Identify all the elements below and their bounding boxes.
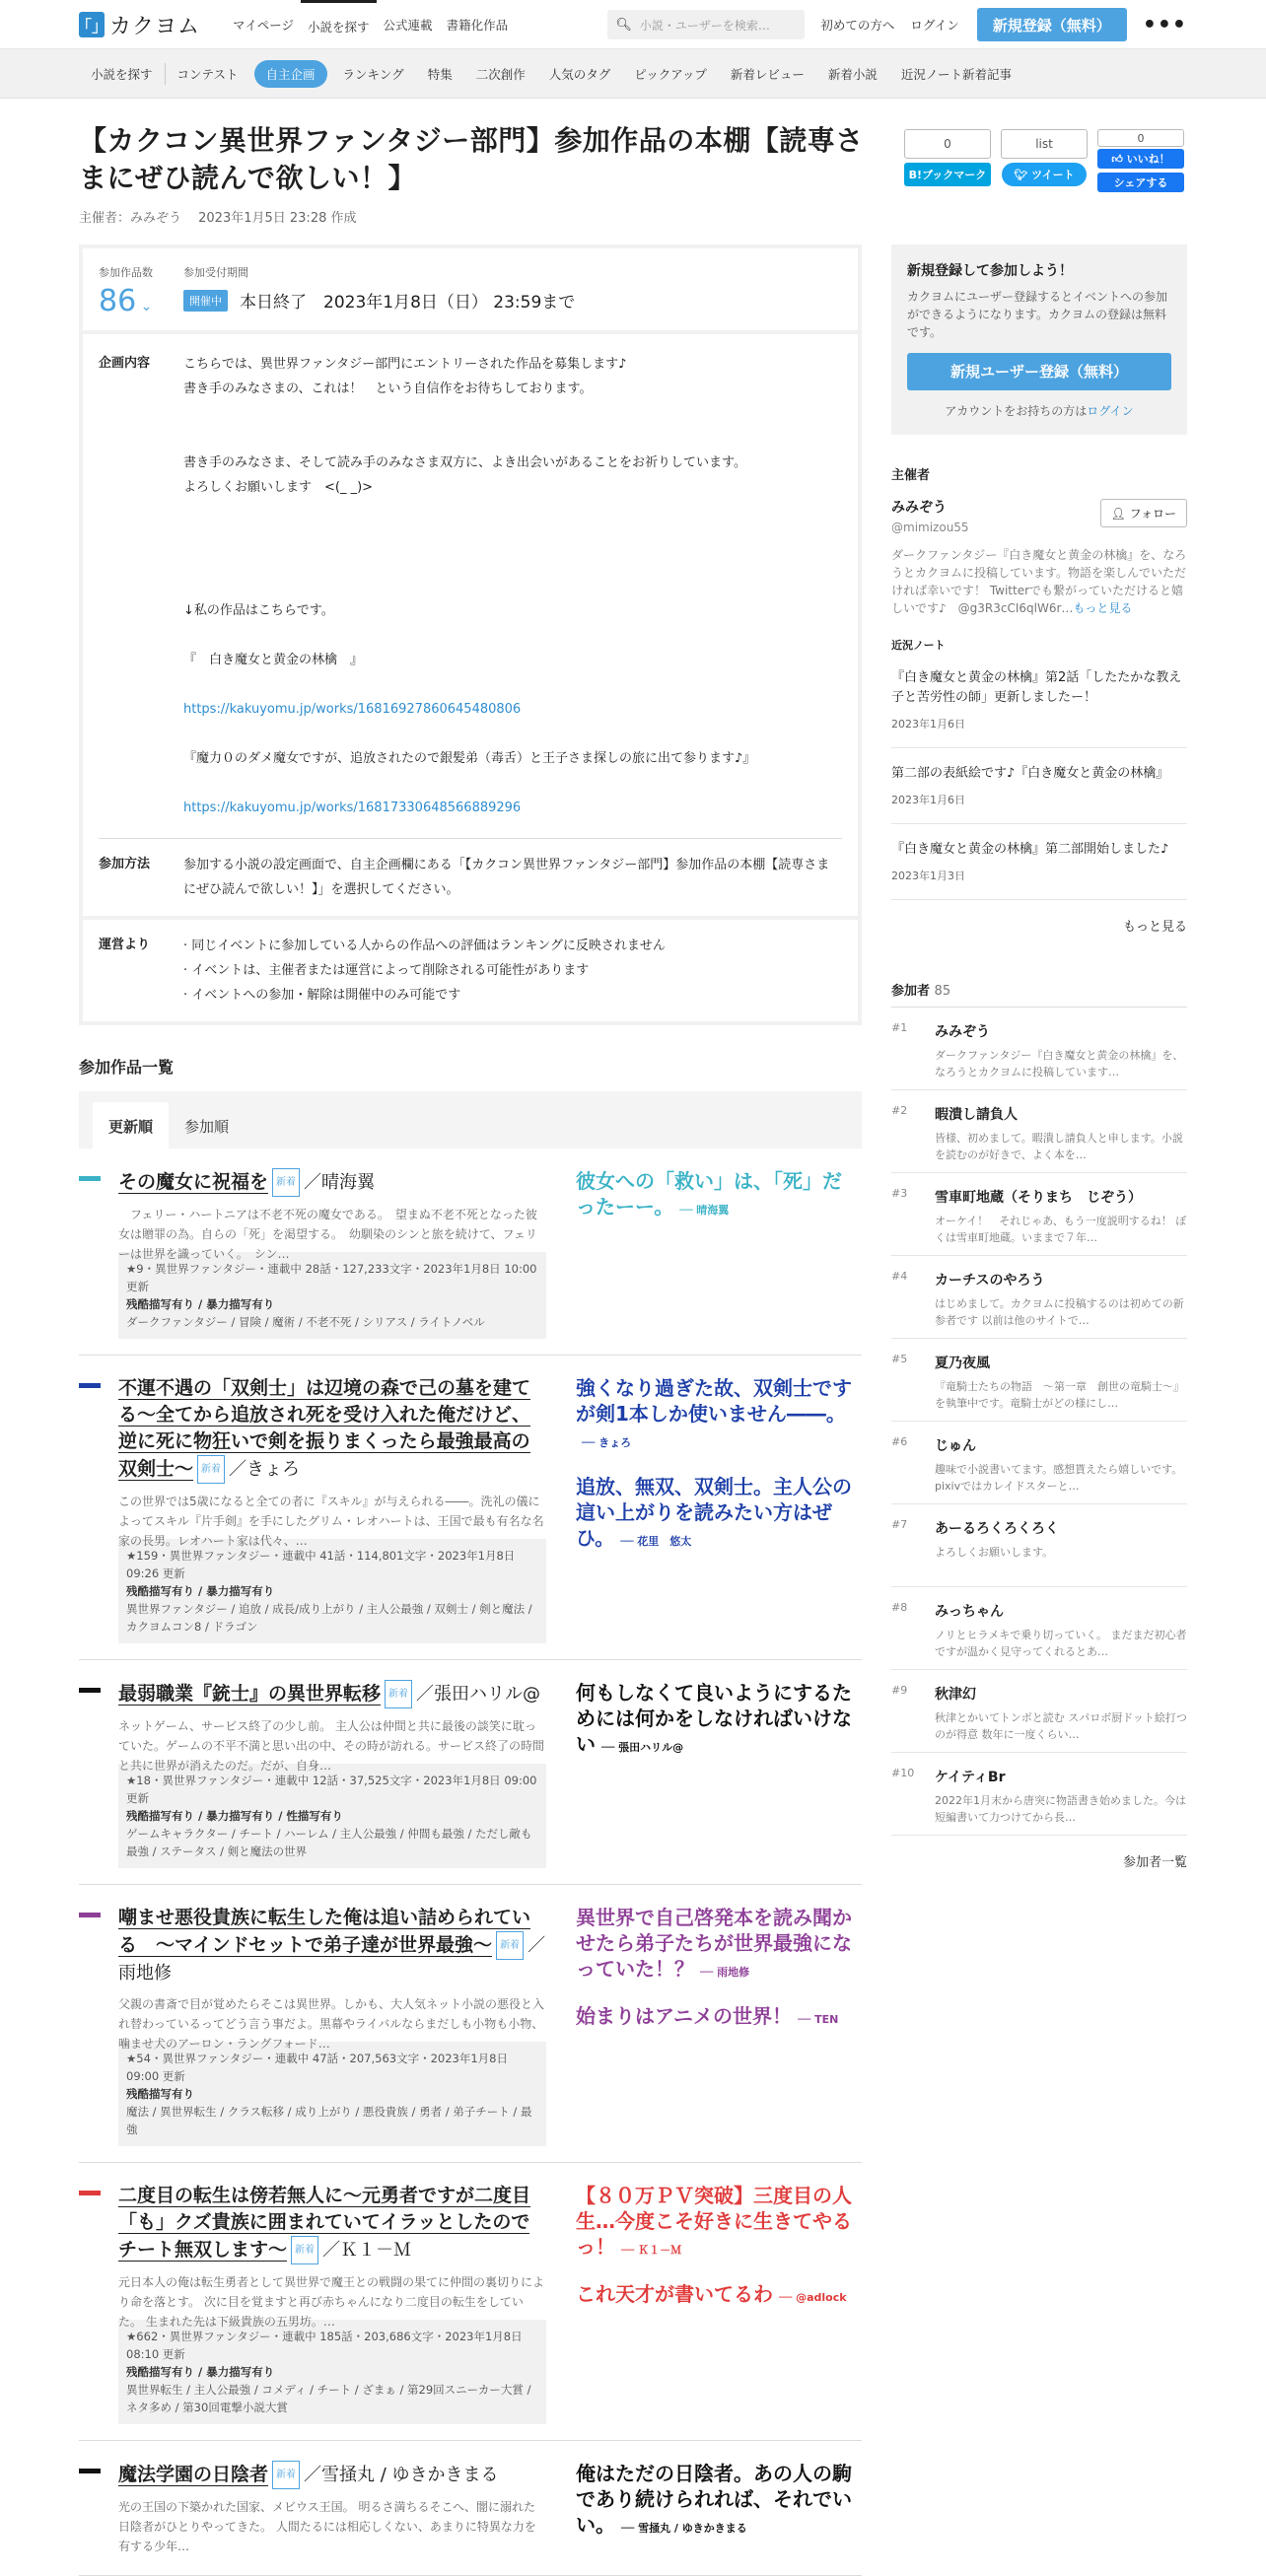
new-badge: 新着 [291, 2236, 318, 2264]
content-line [183, 771, 842, 796]
works-heading: 参加作品一覧 [79, 1058, 175, 1077]
content-line: こちらでは、異世界ファンタジー部門にエントリーされた作品を募集します♪ [183, 357, 627, 372]
member-name[interactable]: 夏乃夜風 [935, 1356, 990, 1371]
subnav-pickup[interactable]: ピックアップ [634, 67, 707, 82]
login-link[interactable]: ログイン [1087, 404, 1134, 418]
member-rank: #8 [891, 1601, 908, 1614]
content-line [183, 549, 842, 574]
author-name[interactable]: ／きょろ [229, 1459, 301, 1480]
search-input[interactable]: 🔍︎ 小説・ユーザーを検索… [607, 10, 805, 39]
notice-item: · イベントは、主催者または運営によって削除される可能性があります [183, 963, 590, 978]
content-line [183, 524, 842, 549]
subnav-features[interactable]: 特集 [427, 67, 453, 82]
member-desc: オーケイ！ それじゃあ、もう一度説明するね！ ぼくは雪車町地蔵。いままで７年… [935, 1215, 1187, 1244]
page-title: 【カクコン異世界ファンタジー部門】参加作品の本棚【読専さまにぜひ読んで欲しい！】 [79, 124, 864, 194]
more-menu-icon[interactable]: ••• [1142, 12, 1187, 37]
work-description: 父親の書斎で目が覚めたらそこは異世界。しかも、大人気ネット小説の悪役と入れ替わっているってどう言う事だよ。黒幕やライバルならまだしも小物も小物、噛ませ犬のアーロン・ラングフォード… [118, 1997, 545, 2051]
content-line: 『魔力０のダメ魔女ですが、追放されたので銀髪弟（毒舌）と王子さま探しの旅に出て参ります♪』 [183, 751, 756, 766]
work-item [79, 1885, 862, 2163]
member-desc: ノリとヒラメキで乗り切っていく。 まだまだ初心者ですが温かく見守ってくれるとあ… [935, 1629, 1187, 1658]
work-tags[interactable]: ダークファンタジー / 冒険 / 魔術 / 不老不死 / シリアス / ライトノベル [126, 1315, 485, 1329]
nav-official[interactable]: 公式連載 [383, 18, 433, 33]
work-tags[interactable]: 魔法 / 異世界転生 / クラス転移 / 成り上がり / 悪役貴族 / 勇者 / 弟子チート / 最強 [126, 2105, 532, 2136]
user-plus-icon: 👤︎ [1110, 507, 1126, 521]
host-line: 主催者：みみぞう 2023年1月5日 23:28 作成 [79, 211, 357, 226]
notice-item: · 同じイベントに参加している人からの作品への評価はランキングに反映されません [183, 939, 666, 953]
catchphrase[interactable]: 何もしなくて良いようにするためには何かをしなければいけない ── 張田ハリル@ [576, 1681, 852, 1756]
catchphrases [576, 2183, 862, 2424]
work-info [118, 2042, 546, 2146]
member-rank: #5 [891, 1353, 908, 1365]
author-name[interactable]: ／Ｋ１－Ｍ [322, 2240, 412, 2261]
member-name[interactable]: じゅん [935, 1438, 976, 1454]
members-more-link[interactable]: 参加者一覧 [1122, 1855, 1187, 1870]
work-info [118, 1764, 546, 1868]
catchphrases [576, 1168, 862, 1339]
host-name[interactable]: みみぞう [891, 500, 947, 516]
member-desc: よろしくお願いします。 [935, 1546, 1054, 1559]
profile-more-link[interactable]: もっと見る [1073, 601, 1133, 615]
note-item[interactable]: 第二部の表紙絵です♪『白き魔女と黄金の林檎』 2023年1月6日 [891, 748, 1187, 824]
register-panel: 新規登録して参加しよう！ カクヨムにユーザー登録するとイベントへの参加ができるようになります。カクヨムの登録は無料です。 新規ユーザー登録（無料） アカウントをお持ちの方はログイン [891, 244, 1187, 435]
member-item[interactable] [891, 1587, 1187, 1670]
catchphrases [576, 2461, 862, 2559]
status-badge: 開催中 [183, 290, 228, 312]
nav-search-novels[interactable]: 小説を探す [301, 0, 377, 49]
content-line [183, 722, 842, 746]
member-item[interactable] [891, 1504, 1187, 1587]
member-rank: #1 [891, 1021, 908, 1034]
signup-button[interactable]: 新規ユーザー登録（無料） [907, 353, 1171, 390]
subnav-new-reviews[interactable]: 新着レビュー [730, 67, 805, 82]
member-name[interactable]: あーるろくろくろく [935, 1521, 1059, 1537]
work-stats: ★54・異世界ファンタジー・連載中 47話・207,563文字・2023年1月8日 09:00 更新 [126, 2052, 508, 2083]
work-description: この世界では5歳になると全ての者に『スキル』が与えられる――。洗礼の儀によってスキル『片手剣』を手にしたグリム・レオハートは、王国で最も有名な名家の長男。レオハート家は代々、… [118, 1495, 544, 1548]
member-item[interactable] [891, 1422, 1187, 1504]
subnav-tags[interactable]: 人気のタグ [548, 67, 611, 82]
event-period: 本日終了 2023年1月8日（日） 23:59まで [240, 293, 576, 313]
work-warnings: 残酷描写有り / 暴力描写有り [126, 1584, 275, 1598]
member-desc: 2022年1月末から唐突に物語書き始めました。今は短編書いて力つけてから長… [935, 1794, 1186, 1824]
member-rank: #4 [891, 1270, 908, 1283]
member-rank: #2 [891, 1104, 908, 1117]
work-info [118, 1539, 546, 1643]
color-bar [79, 2469, 101, 2473]
work-stats: ★662・異世界ファンタジー・連載中 185話・203,686文字・2023年1月8日 08:10 更新 [126, 2330, 523, 2361]
tweet-button[interactable]: list 🐦︎ ツイート [1001, 129, 1088, 186]
catchphrase[interactable]: 【８０万ＰＶ突破】三度目の人生…今度こそ好きに生きてやるっ！ ── Ｋ１－Ｍ [576, 2184, 852, 2259]
work-description: フェリー・ハートニアは不老不死の魔女である。 望まぬ不老不死とな​った彼女は贈罪の為。自らの「死」を渇望する。 幼馴染のシンと旅を続けて、フェリーは世界を識っていく。 シン… [118, 1208, 537, 1261]
notice-box: 運営より · 同じイベントに参加している人からの作品への評価はランキングに反映されません · イベントは、主催者または運営によって削除される可能性があります · イベントへの参加・解除は開催中のみ可能です [79, 920, 862, 1025]
subnav-ranking[interactable]: ランキング [342, 67, 404, 82]
work-info [118, 2320, 546, 2424]
event-content: 企画内容 こちらでは、異世界ファンタジー部門にエントリーされた作品を募集します♪ 書き手のみなさまの、これは！ という自信作をお待ちしております。 書き手のみなさま、そして読み手のみなさま双方に、よき出会いがあることをお祈りしています。 よろしくお願いします <(_ _)> ↓私の作品はこちらです。 『 白き魔女と黄金の林檎 』 https://kakuyomu.jp/works/16816927860645480806 『魔力０のダメ魔女ですが、追放されたので銀髪弟（毒舌）と王子さま探しの旅に出て参ります♪』 https://kakuyomu.jp/works/16817330648566889296 [83, 330, 858, 838]
main-column [79, 244, 862, 2576]
member-rank: #3 [891, 1187, 908, 1200]
member-item[interactable] [891, 1173, 1187, 1256]
event-info-box: 参加作品数 86 ⌄ 参加受付期間 開催中 本日終了 2023年1月8日（日） 23:59まで 企画内容 こちらでは、異世界ファンタジー部門にエントリーされた作品を募集します♪ 書き手のみなさまの、これは！ という自信作をお待ちしております。 書き手のみなさま、そして読み手のみなさま双方に、よき出会いがあることをお祈りしています。 よろしくお願いします <(_ _)> ↓私の作品はこちらです。 『 白き魔女と黄金の林檎 』 https://kakuyomu.jp/works/16816927860645480806 『魔力０のダメ魔女ですが、追放されたので銀髪弟（毒舌）と王子さま探しの旅に出て参ります♪』 https://kakuyomu.jp/works/16817330648566889296 参加方法 参加する小説の設定画面で、自主企画欄にある「【カクコン異世界ファンタジー部門】参加作品の本棚【読専さまにぜひ読んで欲しい！】」を選択してください。 [79, 244, 862, 920]
content-line [183, 672, 842, 697]
subnav-contest[interactable]: コンテスト [176, 67, 239, 82]
work-item [79, 1149, 862, 1356]
member-name[interactable]: 秋津幻 [935, 1687, 976, 1703]
work-link[interactable]: https://kakuyomu.jp/works/16816927860645480806 [183, 702, 522, 717]
author-name[interactable]: ／雪掻丸 / ゆきかきまる [304, 2465, 499, 2485]
new-badge: 新着 [385, 1680, 412, 1708]
work-item [79, 2441, 862, 2576]
member-desc: 皆様、初めまして。暇潰し請負人と申します。小説を読むのが好きで、よく本を… [935, 1132, 1183, 1161]
catchphrases [576, 1680, 862, 1868]
work-title[interactable]: 嘲ませ悪役貴族に転生した俺は追い詰められている ～マインドセットで弟子達が世界最強～ 新着 ／雨地修 [118, 1907, 546, 1984]
catchphrase[interactable]: 追放、無双、双剣士。主人公の這い上がりを読みたい方はぜひ。 ── 花里 悠太 [576, 1475, 852, 1550]
work-description: 光の王国の下築かれた国家、メビウス王国。 明るさ満ちるそこへ、闇に溺れた日陰者がひとりやってきた。 人間たるには相応しくない、あまりに特異な力を有する少年… [118, 2500, 536, 2553]
recent-notes [891, 653, 1187, 900]
work-info [118, 1252, 546, 1339]
search-icon: 🔍︎ [615, 17, 632, 33]
catchphrases [576, 1375, 862, 1643]
content-line: ↓私の作品はこちらです。 [183, 603, 334, 618]
tab-joined[interactable]: 参加順 [184, 1118, 230, 1136]
subnav-user-events[interactable]: 自主企画 [254, 60, 327, 88]
member-name[interactable]: カーチスのやろう [935, 1273, 1045, 1288]
work-link[interactable]: https://kakuyomu.jp/works/16817330648566889296 [183, 801, 522, 815]
catchphrase[interactable]: 俺はただの日陰者。あの人の駒であり続けられれば、それでいい。 ── 雪掻丸 / ゆきかきまる [576, 2462, 852, 2537]
work-tags[interactable]: 異世界ファンタジー / 追放 / 成長/成り上がり / 主人公最強 / 双剣士 / 剣と魔法 / カクヨムコン8 / ドラゴン [126, 1602, 532, 1634]
member-item[interactable] [891, 1753, 1187, 1836]
member-item[interactable] [891, 1339, 1187, 1422]
sort-tabs [79, 1091, 862, 1149]
notice-item: · イベントへの参加・解除は開催中のみ可能です [183, 988, 461, 1003]
work-title[interactable]: 二度目の転生は傍若無人に～元勇者ですが二度目「も」クズ貴族に囲まれていてイラッとしたのでチート無双します～ 新着 ／Ｋ１－Ｍ [118, 2183, 546, 2264]
member-item[interactable] [891, 1090, 1187, 1173]
tab-updated[interactable]: 更新順 [93, 1102, 169, 1149]
catchphrase[interactable]: 異世界で自己啓発本を読み聞かせたら弟子たちが世界最強になっていた！？ ── 雨地修 [576, 1906, 852, 1981]
member-desc: 『竜騎士たちの物語 〜第一章 創世の竜騎士〜』を執筆中です。竜騎士がどの様にし… [935, 1380, 1184, 1410]
entry-count[interactable]: 86 ⌄ [99, 284, 153, 318]
member-name[interactable]: 雪車町地蔵（そりまち じぞう） [935, 1190, 1142, 1206]
member-name[interactable]: みっちゃん [935, 1604, 1004, 1620]
color-bar [79, 1383, 101, 1388]
catchphrase[interactable]: これ天才が書いてるわ ── @adlock [576, 2282, 847, 2306]
logo-text: カクヨム [109, 14, 201, 39]
member-item[interactable] [891, 1256, 1187, 1339]
catchphrases [576, 1905, 862, 2146]
work-title[interactable]: 最弱職業『銃士』の異世界転移 新着 ／張田ハリル@ [118, 1680, 546, 1708]
sub-nav [0, 49, 1266, 99]
note-item[interactable]: 『白き魔女と黄金の林檎』第二部開始しました♪ 2023年1月3日 [891, 824, 1187, 900]
author-name[interactable]: ／晴海翼 [304, 1172, 376, 1193]
content-line: よろしくお願いします <(_ _)> [183, 480, 374, 495]
content-line: 『 白き魔女と黄金の林檎 』 [183, 653, 364, 667]
work-item [79, 1660, 862, 1885]
subnav-search[interactable]: 小説を探す [91, 67, 153, 82]
beginners-link[interactable]: 初めての方へ [820, 18, 895, 33]
author-name[interactable]: ／張田ハリル@ [416, 1684, 541, 1705]
work-stats: ★9・異世界ファンタジー・連載中 28話・127,233文字・2023年1月8日 10:00 更新 [126, 1262, 537, 1293]
catchphrase[interactable]: 彼女への「救い」は、「死」だったーー。 ── 晴海翼 [576, 1169, 842, 1218]
work-warnings: 残酷描写有り / 暴力描写有り [126, 1297, 275, 1311]
new-badge: 新着 [496, 1931, 524, 1960]
color-bar [79, 1688, 101, 1693]
global-header [0, 0, 1266, 49]
new-badge: 新着 [197, 1455, 225, 1484]
subnav-new-novels[interactable]: 新着小説 [827, 67, 878, 82]
work-item [79, 2163, 862, 2441]
subnav-fanfic[interactable]: 二次創作 [475, 67, 526, 82]
work-description: 元日本人の俺は転生勇者として異世界で魔王との戦闘の果てに仲間の裏切りにより命を落とす。 次に目を覚ますと再び赤ちゃんになり二度目の転生をしていた。 生まれた先は下級貴族の五男坊。… [118, 2275, 545, 2329]
content-line [183, 623, 842, 648]
member-name[interactable]: 暇潰し請負人 [935, 1107, 1018, 1123]
members-list [891, 1008, 1187, 1836]
facebook-like[interactable]: 0 👍︎ いいね！ シェアする [1097, 129, 1184, 192]
work-title[interactable]: その魔女に祝福を 新着 ／晴海翼 [118, 1168, 546, 1197]
member-desc: 趣味で小説書いてます。感想貰えたら嬉しいです。 pixivではカレイドスターと… [935, 1463, 1183, 1493]
sidebar: 新規登録して参加しよう！ カクヨムにユーザー登録するとイベントへの参加ができるようになります。カクヨムの登録は無料です。 新規ユーザー登録（無料） アカウントをお持ちの方はログイン 主催者 みみぞう @mimizou55 👤︎ フォロー ダークファンタジー『白き魔女と黄金の林檎』を、なろうとカクヨムに投稿しています。物語を楽しんでいただければ幸いです！ Twitterでも繋がっていただけると嬉しいです♪ @g3R3cCI6qlW6r…もっと見る 近況ノート 『白き魔女と黄金の林檎』第2話「したたかな教え子と苦労性の師」更新しましたー！ 2023年1月6日 第二部の表紙絵です♪『白き魔女と黄金の林檎』 2023年1月6日 『白き魔女と黄金の林檎』第二部開始しました♪ 2023年1月3日 もっと見る 参加者 85 #1 みみぞう ダークファンタジー『白き魔女と黄金の林檎』を、なろうとカクヨムに投稿しています… #2 暇潰し請負人 皆様、初めまして。暇潰し請負人と申します。小説を読むのが好きで、よく本を… #3 雪車町地蔵（そりまち じぞう） オーケイ！ それじゃあ、もう一度説明するね！ ぼくは雪車町地蔵。いままで７年… #4 カーチスのやろう はじめまして。カクヨムに投稿するのは初めての新参者です 以前は他のサイトで… #5 夏乃夜風 『竜騎士たちの物語 〜第一章 創世の竜騎士〜』を執筆中です。竜騎士がどの様にし… #6 じゅん 趣味で小説書いてます。感想貰えたら嬉しいです。 pixivではカレイドスターと… #7 あーるろくろくろく よろしくお願いします。 #8 みっちゃん ノリとヒラメキで乗り切っていく。 まだまだ初心者ですが温かく見守ってくれるとあ… #9 秋津幻 秋津とかいてトンボと読む スパロボ厨ドット絵打つのが得意 数年に一度くらい… #10 ケイティBr 2022年1月末から唐突に物語書き始めました。今は短編書いて力つけてから長… 参加者一覧 [891, 244, 1187, 1870]
member-rank: #10 [891, 1767, 915, 1779]
new-badge: 新着 [272, 1168, 300, 1197]
work-tags[interactable]: ゲームキャラクター / チート / ハーレム / 主人公最強 / 仲間も最強 / ただし敵も最強 / ステータス / 剣と魔法の世界 [126, 1827, 532, 1858]
content-line: 書き手のみなさまの、これは！ という自信作をお待ちしております。 [183, 382, 593, 396]
work-description: ネットゲーム、サービス終了の少し前。 主人公は仲間と共に最後の談笑に耽っていた。ゲームの不平不満と思い出の中、その時が訪れる。サービス終了の時間と共に世界が消えたのだ。だが、自身… [118, 1719, 545, 1773]
follow-button[interactable]: 👤︎ フォロー [1100, 499, 1187, 527]
twitter-icon: 🐦︎ ツイート [1002, 163, 1087, 186]
content-line [183, 500, 842, 524]
catchphrase[interactable]: 始まりはアニメの世界！ ── TEN [576, 2004, 839, 2028]
notes-more-link[interactable]: もっと見る [1122, 920, 1187, 935]
work-item [79, 1356, 862, 1660]
member-rank: #9 [891, 1684, 908, 1697]
member-rank: #7 [891, 1518, 908, 1531]
color-bar [79, 1176, 101, 1181]
content-line [183, 401, 842, 426]
member-item[interactable] [891, 1670, 1187, 1753]
work-title[interactable]: 不運不遇の「双剣士」は辺境の森で己の墓を建てる～全てから追放され死を受け入れた俺だけど、逆に死に物狂いで剣を振りまくったら最強最高の双剣士～ 新着 ／きょろ [118, 1375, 546, 1484]
subnav-new-notes[interactable]: 近況ノート新着記事 [900, 67, 1013, 82]
nav-mypage[interactable]: マイページ [233, 18, 295, 33]
event-header [79, 122, 868, 226]
note-item[interactable]: 『白き魔女と黄金の林檎』第2話「したたかな教え子と苦労性の師」更新しましたー！ 2023年1月6日 [891, 653, 1187, 748]
site-logo[interactable] [76, 0, 201, 49]
catchphrase[interactable]: 強くなり過ぎた故、双剣士ですが剣1本しか使いません――。── きょろ [576, 1376, 852, 1449]
logo-icon: 「」 [79, 12, 105, 37]
work-warnings: 残酷描写有り / 暴力描写有り / 性描写有り [126, 1809, 343, 1823]
member-desc: ダークファンタジー『白き魔女と黄金の林檎』を、なろうとカクヨムに投稿しています… [935, 1049, 1184, 1079]
content-line [183, 574, 842, 598]
color-bar [79, 2191, 101, 2195]
login-link[interactable]: ログイン [910, 18, 959, 33]
nav-books[interactable]: 書籍化作品 [446, 18, 509, 33]
color-bar [79, 1913, 101, 1917]
work-tags[interactable]: 異世界転生 / 主人公最強 / コメディ / チート / ざまぁ / 第29回スニーカー大賞 / ネタ多め / 第30回電撃小説大賞 [126, 2383, 531, 2414]
hatena-bookmark[interactable]: 0 B!ブックマーク [904, 129, 991, 186]
member-rank: #6 [891, 1435, 908, 1448]
new-badge: 新着 [272, 2461, 300, 2489]
work-warnings: 残酷描写有り / 暴力描写有り [126, 2365, 275, 2379]
member-desc: 秋津とかいてトンボと読む スパロボ厨ドット絵打つのが得意 数年に一度くらい… [935, 1711, 1187, 1741]
work-warnings: 残酷描写有り [126, 2087, 194, 2101]
member-name[interactable]: みみぞう [935, 1024, 990, 1040]
content-line [183, 426, 842, 451]
author-name[interactable]: ／雨地修 [118, 1935, 546, 1984]
member-name[interactable]: ケイティBr [935, 1770, 1006, 1785]
join-method: 参加方法 参加する小説の設定画面で、自主企画欄にある「【カクコン異世界ファンタジー部門】参加作品の本棚【読専さまにぜひ読んで欲しい！】」を選択してください。 [99, 838, 842, 916]
member-item[interactable] [891, 1008, 1187, 1090]
work-stats: ★18・異世界ファンタジー・連載中 12話・37,525文字・2023年1月8日 09:00 更新 [126, 1774, 537, 1805]
register-button[interactable]: 新規登録（無料） [977, 8, 1127, 41]
member-desc: はじめまして。カクヨムに投稿するのは初めての新参者です 以前は他のサイトで… [935, 1297, 1184, 1327]
works-section [79, 1055, 862, 2576]
host-profile: みみぞう @mimizou55 👤︎ フォロー ダークファンタジー『白き魔女と黄金の林檎』を、なろうとカクヨムに投稿しています。物語を楽しんでいただければ幸いです！ Twitterでも繋がっていただけると嬉しいです♪ @g3R3cCI6qlW6r…もっと見る [891, 497, 1187, 617]
members-heading: 参加者 85 [891, 980, 1187, 1008]
facebook-share[interactable]: シェアする [1097, 173, 1184, 192]
work-stats: ★159・異世界ファンタジー・連載中 41話・114,801文字・2023年1月8日 09:26 更新 [126, 1549, 516, 1580]
global-nav [226, 0, 515, 49]
work-title[interactable]: 魔法学園の日陰者 新着 ／雪掻丸 / ゆきかきまる [118, 2461, 546, 2489]
content-line: 書き手のみなさま、そして読み手のみなさま双方に、よき出会いがあることをお祈りしています。 [183, 455, 746, 470]
